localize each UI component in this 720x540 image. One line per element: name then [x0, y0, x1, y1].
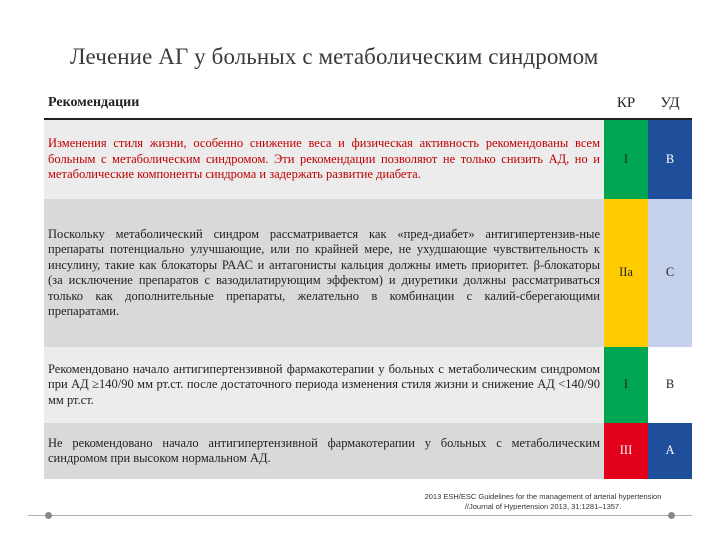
recommendation-text: Изменения стиля жизни, особенно снижение веса и физическая активность рекомендованы всем больным с метаболическим синдромом. Эти рекомендации позволяют не только снизить АД, но и метаболические компоненты синдрома и задержать развитие диабета. — [44, 119, 604, 199]
recommendation-text: Поскольку метаболический синдром рассматривается как «пред-диабет» антигипертензив-ные препараты потенциально улучшающие, или по крайней мере, не ухудшающие чувствительность к инсулину, такие как блокаторы РААС и антагонисты кальция должны иметь приоритет. β-блокаторы (за исключение препаратов с вазодилатирующим эффектом) и диуретики должны рассматриваться только как дополнительные препараты, желательно в комбинации с калий-сберегающими препаратами. — [44, 199, 604, 347]
recommendations-table — [44, 88, 692, 479]
source-citation: 2013 ESH/ESC Guidelines for the management of arterial hypertension //Journal of Hypertension 2013, 31:1281–1357. — [424, 492, 662, 511]
recommendation-text: Не рекомендовано начало антигипертензивной фармакотерапии у больных с метаболическим синдромом при высоком нормальном АД. — [44, 423, 604, 479]
ud-cell: A — [648, 423, 692, 479]
recommendation-text: Рекомендовано начало антигипертензивной фармакотерапии у больных с метаболическим синдромом при АД ≥140/90 мм рт.ст. после достаточного периода изменения стиля жизни и снижение АД <140/90 мм рт.ст. — [44, 347, 604, 423]
slide-title: Лечение АГ у больных с метаболическим синдромом — [70, 44, 599, 69]
table-header-row — [44, 88, 692, 119]
header-ud: УД — [648, 88, 692, 119]
kr-cell: I — [604, 347, 648, 423]
ud-cell: C — [648, 199, 692, 347]
bottom-divider-line — [28, 515, 692, 516]
ud-cell: B — [648, 119, 692, 199]
header-kr: КР — [604, 88, 648, 119]
table-row — [44, 347, 692, 423]
kr-cell: IIa — [604, 199, 648, 347]
ud-cell: B — [648, 347, 692, 423]
left-bullet-dot — [45, 512, 52, 519]
table-row — [44, 423, 692, 479]
kr-cell: I — [604, 119, 648, 199]
kr-cell: III — [604, 423, 648, 479]
table-row — [44, 199, 692, 347]
header-recommendations: Рекомендации — [44, 88, 604, 119]
table-row — [44, 119, 692, 199]
right-bullet-dot — [668, 512, 675, 519]
